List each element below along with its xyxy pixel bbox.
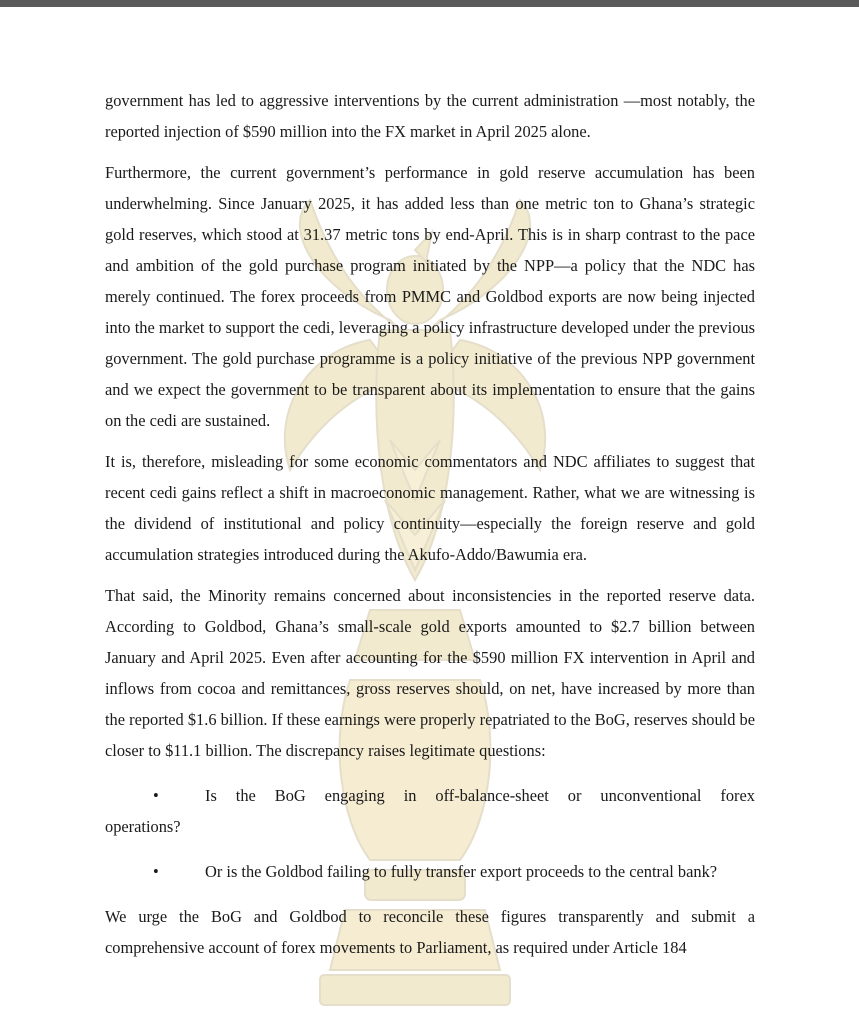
paragraph-closing: We urge the BoG and Goldbod to reconcile these figures transparently and submit a comprehensive account of forex movements to Parliament, as required under Article 184 — [105, 907, 755, 957]
document-body — [105, 85, 755, 973]
window-top-bar — [0, 0, 859, 7]
bullet-text: Or is the Goldbod failing to fully transfer export proceeds to the central bank? — [205, 862, 718, 881]
paragraph-reserve-inconsistencies: That said, the Minority remains concerned about inconsistencies in the reported reserve data. According to Goldbod, Ghana’s small-scale gold exports amounted to $2.7 billion between January and April 2025. Even after accounting for the $590 million FX intervention in April and inflows from cocoa and remittances, gross reserves should, on net, have increased by more than the reported $1.6 billion. If these earnings were properly repatriated to the BoG, reserves should be closer to $11.1 billion. The discrepancy raises legitimate questions: — [105, 586, 755, 760]
bullet-item-2 — [105, 856, 755, 887]
paragraph-misleading-claims: It is, therefore, misleading for some economic commentators and NDC affiliates to suggest that recent cedi gains reflect a shift in macroeconomic management. Rather, what we are witnessing is the dividend of institutional and policy continuity—especially the foreign reserve and gold accumulation strategies introduced during the Akufo-Addo/Bawumia era. — [105, 452, 755, 564]
bullet-continuation: operations? — [105, 817, 181, 836]
bullet-text: Is the BoG engaging in off-balance-sheet or unconventional forex — [205, 786, 755, 805]
bullet-item-1 — [105, 780, 755, 842]
bullet-marker: • — [153, 862, 159, 881]
paragraph-gold-reserves: Furthermore, the current government’s performance in gold reserve accumulation has been underwhelming. Since January 2025, it has added less than one metric ton to Ghana’s strategic gold reserves, which stood at 31.37 metric tons by end-April. This is in sharp contrast to the pace and ambition of the gold purchase program initiated by the NPP—a policy that the NDC has merely continued. The forex proceeds from PMMC and Goldbod exports are now being injected into the market to support the cedi, leveraging a policy infrastructure developed under the previous government. The gold purchase programme is a policy initiative of the previous NPP government and we expect the government to be transparent about its implementation to ensure that the gains on the cedi are sustained. — [105, 163, 755, 430]
paragraph-gov-interventions: government has led to aggressive interventions by the current administration —most notably, the reported injection of $590 million into the FX market in April 2025 alone. — [105, 91, 755, 141]
bullet-marker: • — [153, 786, 159, 805]
